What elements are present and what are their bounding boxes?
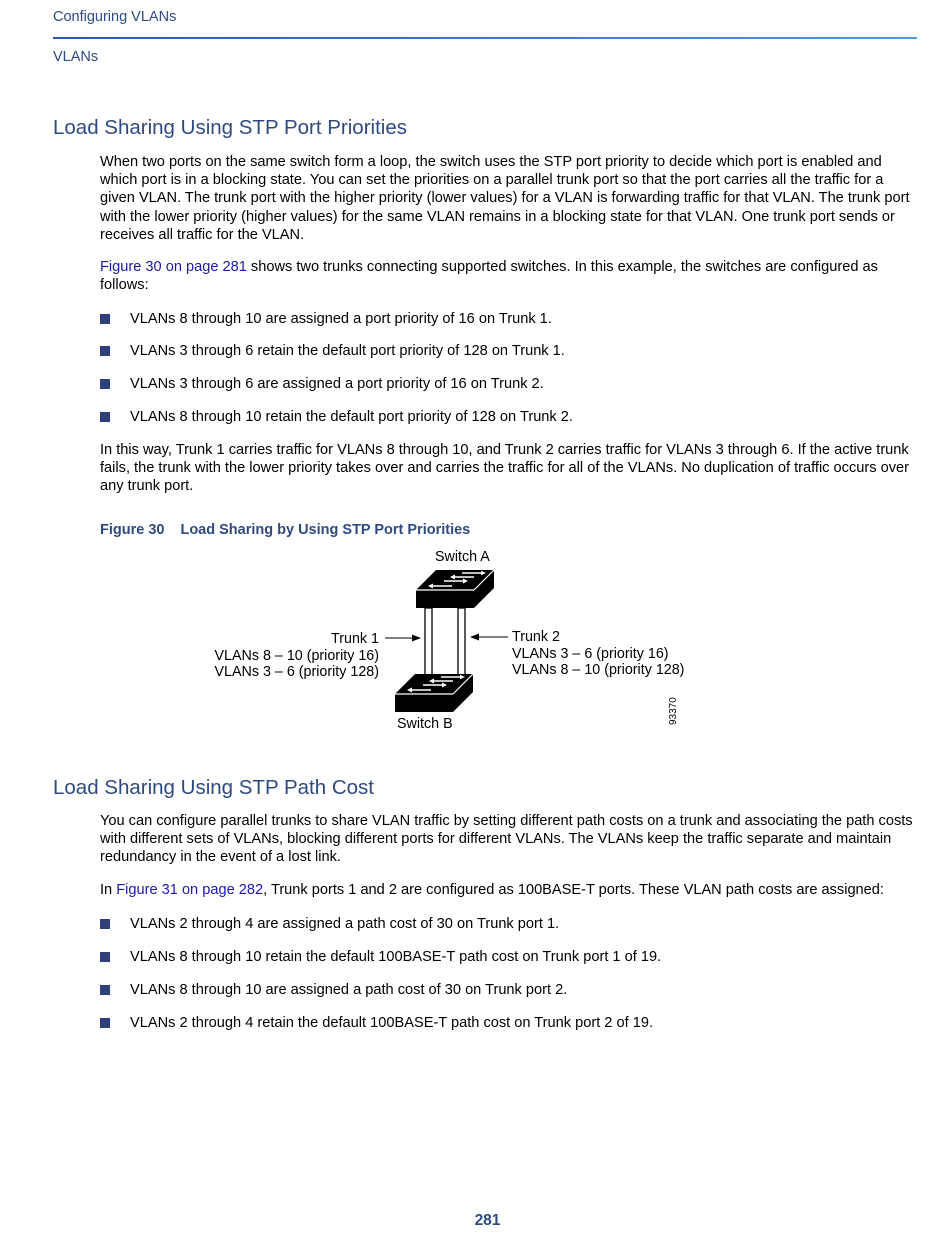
list-item-text: VLANs 8 through 10 retain the default port priority of 128 on Trunk 2. [130,409,573,425]
bullet-square-icon [100,919,110,929]
paragraph-figure31-prefix: In [100,882,117,898]
list-item-text: VLANs 8 through 10 are assigned a port priority of 16 on Trunk 1. [130,311,552,327]
trunk1-vlans-priority16: VLANs 8 – 10 (priority 16) [214,648,379,664]
bullet-square-icon [100,985,110,995]
bullet-square-icon [100,412,110,422]
paragraph-figure31-text: , Trunk ports 1 and 2 are configured as 100BASE-T ports. These VLAN path costs are assigned: [263,882,884,898]
switch-diagram [0,540,950,740]
list-item-text: VLANs 2 through 4 retain the default 100BASE-T path cost on Trunk port 2 of 19. [130,1015,653,1031]
page-number: 281 [474,1212,501,1229]
paragraph-port-priorities-intro: When two ports on the same switch form a loop, the switch uses the STP port priority to decide which port is enabled and which port is in a blocking state. You can set the priorities on a parallel trunk port so that the port carries all the traffic for a given VLAN. The trunk port with the higher priority (lower values) for a VLAN is forwarding traffic for that VLAN. The trunk port with the lower priority (higher values) for the same VLAN remains in a blocking state for that VLAN. One trunk port sends or receives all traffic for the VLAN. [100,154,910,243]
list-item-text: VLANs 2 through 4 are assigned a path cost of 30 on Trunk port 1. [130,916,560,932]
section-title-path-cost: Load Sharing Using STP Path Cost [53,776,374,799]
switch-b-icon [395,674,473,712]
figure-caption [100,522,470,538]
switch-a-label: Switch A [435,549,490,565]
paragraph-figure30-text: shows two trunks connecting supported switches. In this example, the switches are configured as follows: [100,259,878,294]
running-header-section: VLANs [53,49,99,65]
section-title-port-priorities: Load Sharing Using STP Port Priorities [53,116,407,139]
bullet-square-icon [100,379,110,389]
trunk2-arrow [470,634,508,641]
figure-title: Load Sharing by Using STP Port Priorities [180,522,471,538]
figure30-link[interactable]: Figure 30 on page 281 [100,259,247,275]
paragraph-figure30-reference [100,258,915,294]
figure-id-number: 93370 [668,697,679,725]
bullet-square-icon [100,1018,110,1028]
trunk2-label: Trunk 2 [512,629,560,645]
trunk1-arrow [385,635,421,642]
header-rule [53,37,917,39]
paragraph-trunk-summary: In this way, Trunk 1 carries traffic for VLANs 8 through 10, and Trunk 2 carries traffic for VLANs 3 through 6. If the active trunk fails, the trunk with the lower priority takes over and carries the traffic for all of the VLANs. No duplication of traffic occurs over any trunk port. [100,442,909,495]
trunk1-label: Trunk 1 [331,631,379,647]
list-item-text: VLANs 8 through 10 are assigned a path cost of 30 on Trunk port 2. [130,982,568,998]
switch-b-label: Switch B [397,716,453,732]
figure31-link[interactable]: Figure 31 on page 282 [116,882,264,898]
list-item-text: VLANs 3 through 6 are assigned a port priority of 16 on Trunk 2. [130,376,544,392]
trunk2-vlans-priority128: VLANs 8 – 10 (priority 128) [512,662,685,678]
switch-a-icon [416,570,494,608]
trunk1-vlans-priority128: VLANs 3 – 6 (priority 128) [214,664,379,680]
list-item-text: VLANs 8 through 10 retain the default 100BASE-T path cost on Trunk port 1 of 19. [130,949,662,965]
paragraph-path-cost-intro: You can configure parallel trunks to share VLAN traffic by setting different path costs on a trunk and associating the path costs with different sets of VLANs, blocking different ports for different VLANs. The VLANs keep the traffic separate and maintain redundancy in the event of a lost link. [100,813,913,866]
bullet-square-icon [100,346,110,356]
bullet-square-icon [100,952,110,962]
list-item-text: VLANs 3 through 6 retain the default port priority of 128 on Trunk 1. [130,343,565,359]
trunk-links [425,608,465,676]
bullet-square-icon [100,314,110,324]
paragraph-figure31-reference [100,881,930,899]
running-header-chapter: Configuring VLANs [53,9,177,25]
figure-number: Figure 30 [100,522,165,538]
trunk2-vlans-priority16: VLANs 3 – 6 (priority 16) [512,646,669,662]
figure-load-sharing-diagram [0,540,950,740]
